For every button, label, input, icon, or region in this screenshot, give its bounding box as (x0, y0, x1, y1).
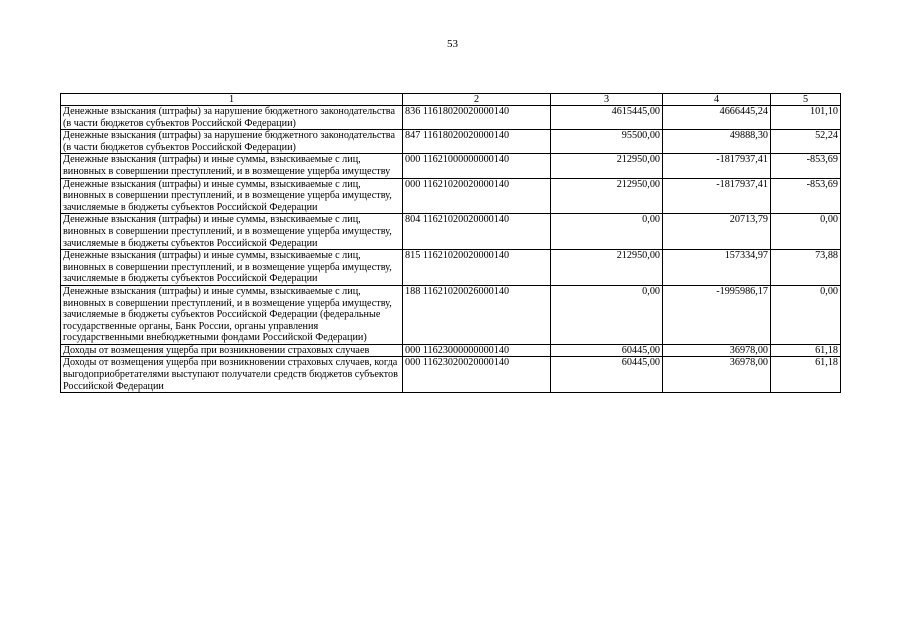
header-col-1: 1 (61, 94, 403, 106)
cell-fact: -1995986,17 (663, 285, 771, 344)
page-number: 53 (447, 38, 458, 50)
cell-percent: 52,24 (771, 130, 841, 154)
cell-percent: 73,88 (771, 250, 841, 286)
cell-code: 804 11621020020000140 (403, 214, 551, 250)
table-row (61, 344, 841, 357)
cell-plan: 0,00 (551, 214, 663, 250)
header-col-2: 2 (403, 94, 551, 106)
cell-plan: 95500,00 (551, 130, 663, 154)
cell-plan: 4615445,00 (551, 106, 663, 130)
cell-percent: 61,18 (771, 357, 841, 393)
cell-code: 000 11623000000000140 (403, 344, 551, 357)
cell-name: Денежные взыскания (штрафы) и иные суммы, взыскиваемые с лиц, виновных в совершении преступлений, и в возмещение ущерба имуществу (61, 154, 403, 178)
cell-name: Денежные взыскания (штрафы) и иные суммы, взыскиваемые с лиц, виновных в совершении преступлений, и в возмещение ущерба имуществу, зачисляемые в бюджеты субъектов Российской Федерации (61, 250, 403, 286)
cell-percent: 0,00 (771, 214, 841, 250)
cell-code: 000 11623020020000140 (403, 357, 551, 393)
table-row (61, 250, 841, 286)
table-body (61, 106, 841, 393)
cell-plan: 60445,00 (551, 357, 663, 393)
cell-code: 188 11621020026000140 (403, 285, 551, 344)
table-row (61, 285, 841, 344)
table-row (61, 357, 841, 393)
cell-fact: 157334,97 (663, 250, 771, 286)
cell-plan: 60445,00 (551, 344, 663, 357)
table-row (61, 106, 841, 130)
cell-code: 000 11621020020000140 (403, 178, 551, 214)
cell-code: 836 11618020020000140 (403, 106, 551, 130)
table-row (61, 154, 841, 178)
cell-name: Денежные взыскания (штрафы) за нарушение бюджетного законодательства (в части бюджетов субъектов Российской Федерации) (61, 106, 403, 130)
cell-code: 847 11618020020000140 (403, 130, 551, 154)
header-row (61, 94, 841, 106)
cell-fact: -1817937,41 (663, 154, 771, 178)
cell-percent: 101,10 (771, 106, 841, 130)
header-col-3: 3 (551, 94, 663, 106)
cell-fact: -1817937,41 (663, 178, 771, 214)
cell-percent: 0,00 (771, 285, 841, 344)
cell-name: Доходы от возмещения ущерба при возникновении страховых случаев (61, 344, 403, 357)
cell-code: 000 11621000000000140 (403, 154, 551, 178)
cell-plan: 0,00 (551, 285, 663, 344)
cell-name: Доходы от возмещения ущерба при возникновении страховых случаев, когда выгодоприобретателями выступают получатели средств бюджетов субъектов Российской Федерации (61, 357, 403, 393)
cell-plan: 212950,00 (551, 178, 663, 214)
cell-percent: 61,18 (771, 344, 841, 357)
table-row (61, 130, 841, 154)
cell-fact: 20713,79 (663, 214, 771, 250)
cell-name: Денежные взыскания (штрафы) и иные суммы, взыскиваемые с лиц, виновных в совершении преступлений, и в возмещение ущерба имуществу, зачисляемые в бюджеты субъектов Российской Федерации (федеральные государственные органы, Банк России, органы управления государственными внебюджетными фондами Российской Федерации) (61, 285, 403, 344)
cell-plan: 212950,00 (551, 250, 663, 286)
cell-fact: 49888,30 (663, 130, 771, 154)
cell-name: Денежные взыскания (штрафы) и иные суммы, взыскиваемые с лиц, виновных в совершении преступлений, и в возмещение ущерба имуществу, зачисляемые в бюджеты субъектов Российской Федерации (61, 214, 403, 250)
cell-plan: 212950,00 (551, 154, 663, 178)
cell-fact: 36978,00 (663, 357, 771, 393)
table-row (61, 178, 841, 214)
cell-name: Денежные взыскания (штрафы) и иные суммы, взыскиваемые с лиц, виновных в совершении преступлений, и в возмещение ущерба имуществу, зачисляемые в бюджеты субъектов Российской Федерации (61, 178, 403, 214)
cell-fact: 36978,00 (663, 344, 771, 357)
cell-percent: -853,69 (771, 178, 841, 214)
header-col-5: 5 (771, 94, 841, 106)
budget-table (60, 93, 841, 393)
cell-name: Денежные взыскания (штрафы) за нарушение бюджетного законодательства (в части бюджетов субъектов Российской Федерации) (61, 130, 403, 154)
cell-code: 815 11621020020000140 (403, 250, 551, 286)
cell-fact: 4666445,24 (663, 106, 771, 130)
table-header (61, 94, 841, 106)
cell-percent: -853,69 (771, 154, 841, 178)
table-row (61, 214, 841, 250)
header-col-4: 4 (663, 94, 771, 106)
